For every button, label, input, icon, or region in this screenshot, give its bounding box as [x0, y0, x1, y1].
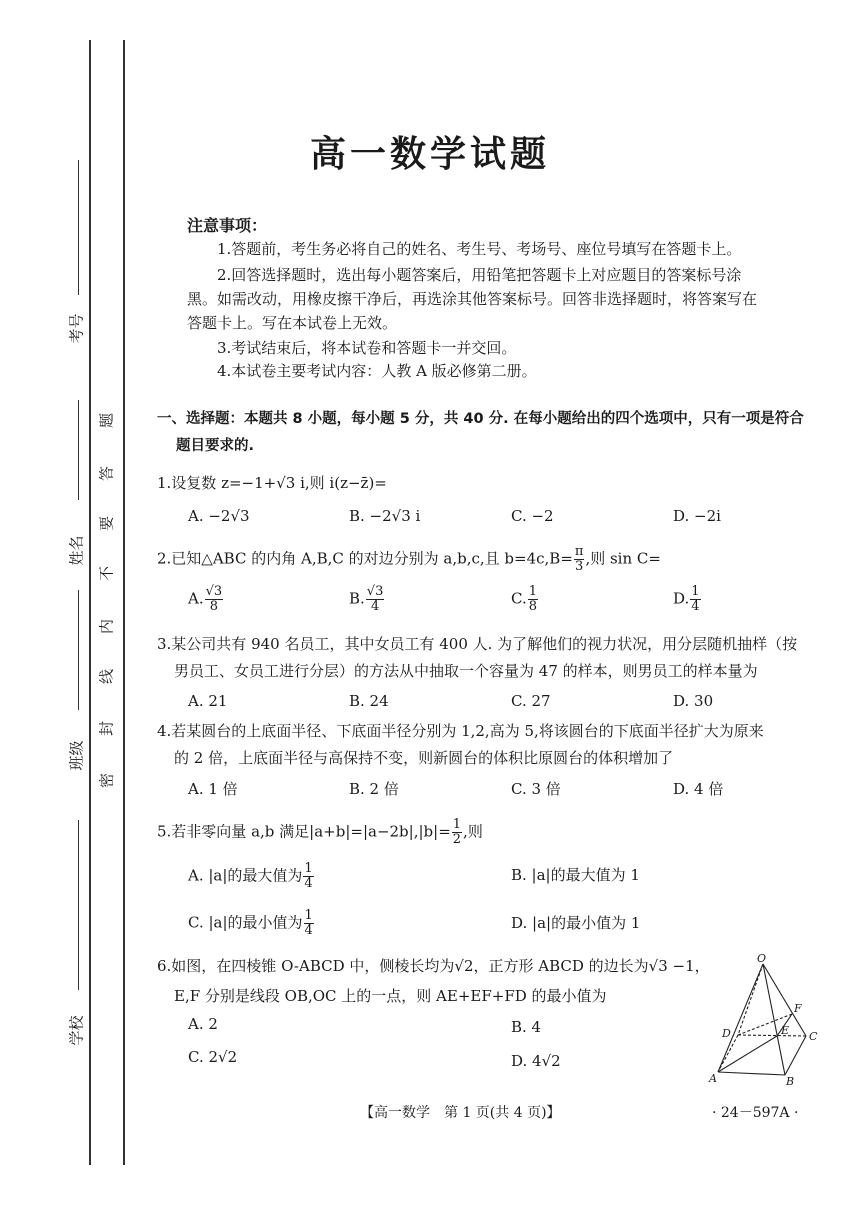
- option-fraction: [303, 862, 313, 891]
- notice-item: 黑。如需改动，用橡皮擦干净后，再选涂其他答案标号。回答非选择题时，将答案写在: [187, 290, 758, 308]
- binding-line-right: [123, 40, 125, 1165]
- q4-option-a: A. 1 倍: [188, 780, 238, 798]
- notice-heading: 注意事项：: [187, 216, 268, 235]
- option-fraction: [528, 585, 538, 614]
- frac-den: 4: [304, 923, 313, 938]
- footer-code: · 24－597A ·: [712, 1105, 799, 1121]
- q3-option-c: C. 27: [511, 692, 551, 710]
- notice-item: 答题卡上。写在本试卷上无效。: [187, 314, 398, 332]
- option-fraction: [205, 585, 224, 614]
- notice-item: 1.答题前，考生务必将自己的姓名、考生号、考场号、座位号填写在答题卡上。: [217, 240, 742, 258]
- exam-no-label: 考号: [67, 313, 86, 344]
- option-text: C. |a|的最小值为: [188, 913, 303, 932]
- label-e: E: [781, 1024, 790, 1037]
- q2-stem-tail: ,则 sin C=: [585, 549, 661, 568]
- q2-option-b: [349, 585, 385, 614]
- seal-char: 线: [97, 669, 116, 685]
- frac-den: 4: [370, 599, 380, 614]
- binding-line-left: [89, 40, 91, 1165]
- edge-ab: [718, 1072, 785, 1075]
- q3-option-a: A. 21: [188, 692, 228, 710]
- seal-char: 不: [97, 566, 116, 582]
- q2-option-c: [511, 585, 539, 614]
- q2-frac-num: π: [574, 544, 584, 559]
- label-o: O: [757, 952, 767, 965]
- notice-item: 2.回答选择题时，选出每小题答案后，用铅笔把答题卡上对应题目的答案标号涂: [217, 266, 742, 284]
- edge-bc: [785, 1036, 806, 1075]
- frac-den: 8: [528, 599, 537, 614]
- edge-od: [738, 964, 763, 1035]
- q1-option-d: D. −2i: [673, 507, 721, 525]
- q3-option-d: D. 30: [673, 692, 714, 710]
- question-5-stem: [157, 818, 483, 847]
- edge-ob: [763, 964, 785, 1075]
- class-label: 班级: [67, 740, 86, 771]
- frac-num: 1: [452, 817, 462, 832]
- option-label: D.: [673, 589, 690, 608]
- q6-option-a: A. 2: [188, 1015, 218, 1033]
- q1-option-c: C. −2: [511, 507, 554, 525]
- page-title: 高一数学试题: [309, 134, 550, 175]
- q6-option-d: D. 4√2: [511, 1052, 561, 1070]
- school-label: 学校: [67, 1015, 86, 1046]
- q5-option-b: B. |a|的最大值为 1: [511, 866, 640, 884]
- frac-den: 4: [304, 876, 313, 891]
- q4-option-b: B. 2 倍: [349, 780, 399, 798]
- pyramid-figure: [705, 950, 825, 1090]
- footer-page-info: 【高一数学 第 1 页(共 4 页)】: [360, 1105, 561, 1121]
- notice-item: 3.考试结束后，将本试卷和答题卡一并交回。: [217, 339, 517, 357]
- question-4-stem: 4.若某圆台的上底面半径、下底面半径分别为 1,2,高为 5,将该圆台的下底面半径扩大为原来: [157, 722, 764, 740]
- question-6-stem-cont: E,F 分别是线段 OB,OC 上的一点，则 AE+EF+FD 的最小值为: [174, 987, 607, 1005]
- seal-char: 封: [97, 721, 116, 737]
- q1-option-a: A. −2√3: [188, 507, 250, 525]
- label-c: C: [809, 1030, 818, 1043]
- q1-option-b: B. −2√3 i: [349, 507, 421, 525]
- question-4-stem-cont: 的 2 倍，上底面半径与高保持不变，则新圆台的体积比原圆台的体积增加了: [174, 749, 674, 767]
- frac-num: 1: [691, 584, 700, 599]
- frac-num: 1: [304, 861, 313, 876]
- q5-stem-tail: ,则: [463, 822, 483, 841]
- name-label: 姓名: [67, 535, 86, 566]
- q4-option-d: D. 4 倍: [673, 780, 724, 798]
- q2-option-a: [188, 585, 224, 614]
- seal-char: 答: [97, 466, 116, 482]
- label-d: D: [722, 1027, 731, 1040]
- q6-option-c: C. 2√2: [188, 1048, 238, 1066]
- frac-den: 8: [209, 599, 219, 614]
- frac-num: √3: [205, 584, 223, 599]
- option-label: B.: [349, 589, 365, 608]
- option-label: A.: [188, 589, 204, 608]
- school-blank: [78, 820, 79, 990]
- seal-char: 内: [97, 619, 116, 635]
- class-blank: [78, 590, 79, 710]
- frac-num: 1: [304, 908, 313, 923]
- label-b: B: [786, 1075, 795, 1088]
- option-label: C.: [511, 589, 527, 608]
- seg-ae: [718, 1036, 777, 1072]
- q5-option-d: D. |a|的最小值为 1: [511, 914, 641, 932]
- option-fraction: [304, 909, 314, 938]
- frac-den: 2: [452, 832, 462, 847]
- question-3-stem: 3.某公司共有 940 名员工，其中女员工有 400 人. 为了解他们的视力状况，用分层随机抽样（按: [157, 635, 798, 653]
- q2-frac-den: 3: [575, 559, 584, 574]
- q3-option-b: B. 24: [349, 692, 389, 710]
- option-fraction: [366, 585, 385, 614]
- question-3-stem-cont: 男员工、女员工进行分层）的方法从中抽取一个容量为 47 的样本，则男员工的样本量为: [174, 662, 758, 680]
- label-f: F: [794, 1002, 802, 1015]
- exam-no-blank: [78, 160, 79, 295]
- q6-option-b: B. 4: [511, 1018, 542, 1036]
- q5-fraction: [452, 818, 462, 847]
- q4-option-c: C. 3 倍: [511, 780, 561, 798]
- section-heading: 一、选择题：本题共 8 小题，每小题 5 分，共 40 分. 在每小题给出的四个选项中，只有一项是符合: [157, 411, 804, 427]
- q2-b-fraction: [574, 545, 585, 574]
- seal-char: 题: [97, 413, 116, 429]
- q5-stem-text: 5.若非零向量 a,b 满足|a+b|=|a−2b|,|b|=: [157, 822, 451, 841]
- frac-den: 4: [691, 599, 700, 614]
- label-a: A: [709, 1072, 717, 1085]
- name-blank: [78, 400, 79, 500]
- q5-option-c: [188, 909, 315, 938]
- frac-num: 1: [528, 584, 537, 599]
- option-fraction: [690, 585, 700, 614]
- q2-option-d: [673, 585, 702, 614]
- edge-cd: [738, 1035, 806, 1036]
- q5-option-a: [188, 862, 315, 891]
- option-text: A. |a|的最大值为: [188, 866, 303, 885]
- notice-item: 4.本试卷主要考试内容：人教 A 版必修第二册。: [217, 362, 537, 380]
- seal-char: 要: [97, 516, 116, 532]
- question-6-stem: 6.如图，在四棱锥 O-ABCD 中，侧棱长均为√2，正方形 ABCD 的边长为√3 −1，: [157, 957, 710, 975]
- q2-stem-text: 2.已知△ABC 的内角 A,B,C 的对边分别为 a,b,c,且 b=4c,B=: [157, 549, 573, 568]
- section-heading-cont: 题目要求的.: [176, 438, 255, 454]
- frac-num: √3: [366, 584, 384, 599]
- edge-oa: [718, 964, 763, 1072]
- question-2-stem: [157, 545, 661, 574]
- seal-char: 密: [97, 773, 116, 789]
- question-1-stem: 1.设复数 z=−1+√3 i,则 i(z−z̄)=: [157, 474, 387, 492]
